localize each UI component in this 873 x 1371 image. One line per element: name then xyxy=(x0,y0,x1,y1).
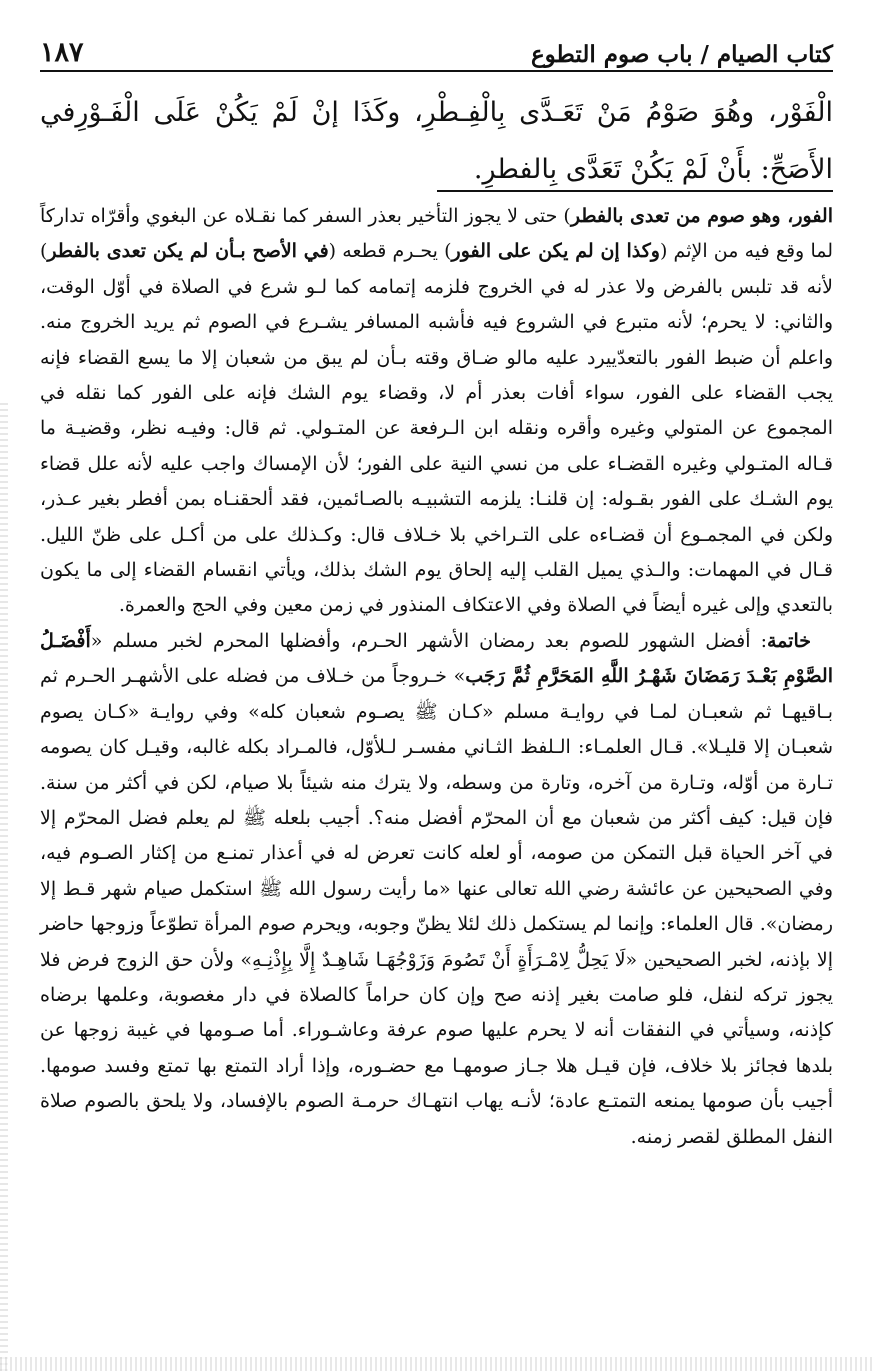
commentary xyxy=(40,199,833,1155)
text-run: ) لأنه قد تلبس بالفرض ولا عذر له في الخروج فلزمه إتمامه كما لـو شرع في الصلاة في أوّل الوقت، والثاني: لا يحرم؛ لأنه متبرع في الشروع فيه فأشبه المسافر يشـرع في الصوم ثم يريد الخروج منه. واعلم أن ضبط الفور بالتعدّييرد عليه مالو ضـاق وقته بـأن لم يبق من شعبان إلا ما يسع القضاء فإنه يجب القضاء على الفور، سواء أفات بعذر أم لا، وقضاء يوم الشك فإنه على الفور كما نقله في المجموع عن المتولي وغيره وأقره ونقله ابن الـرفعة عن المتـولي. ثم قال: وفيـه نظر، وقضيـة ما قـاله المتـولي وغيره القضـاء على من نسي النية على الفور؛ لأن الإمساك واجب عليه لأنه علل قضاء يوم الشـك على الفور بقـوله: إن قلنـا: يلزمه التشبيـه بالصـائمين، فقد ألحقنـاه بمن أفطر بغير عـذر، ولكن في المجمـوع أن قضـاءه على التـراخي بلا خـلاف قال: وكـذلك على من أكـل على ظنّ الليل. قـال في المهمات: والـذي يميل القلب إليه إلحاق يوم الشك بذلك، ويأتي انقسام القضاء إلى ما يكون بالتعدي وإلى غيره أيضاً في الصلاة وفي الاعتكاف المنذور في زمن معين وفي الحج والعمرة. xyxy=(40,240,833,617)
text-run: : أفضل الشهور للصوم بعد رمضان الأشهر الحـرم، وأفضلها المحرم لخبر مسلم « xyxy=(90,629,767,652)
page-bottom-edge xyxy=(0,1357,873,1371)
header-divider xyxy=(40,70,833,72)
bold-run: وكذا إن لم يكن على الفور xyxy=(451,240,660,263)
running-header xyxy=(40,22,833,68)
main-text-divider xyxy=(437,190,833,192)
text-run: ) يحـرم قطعه ( xyxy=(328,240,452,263)
main-text: الْفَوْر، وهُوَ صَوْمُ مَنْ تَعَـدَّى بِالْفِـطْرِ، وكَذَا إنْ لَمْ يَكُنْ عَلَى الْفَـوْرِفي الأَصَحِّ: بأَنْ لَمْ يَكُنْ تَعَدَّى بِالفطرِ. xyxy=(40,97,833,185)
page-number: ١٨٧ xyxy=(40,37,84,68)
bold-run: خاتمة xyxy=(767,629,811,652)
bold-run: أَفْضَـلُ الصَّوْمِ بَعْـدَ رَمَضَانَ شَهْـرُ اللَّهِ المَحَرَّمِ ثُمَّ رَجَب xyxy=(40,629,834,688)
chapter-title: كتاب الصيام / باب صوم التطوع xyxy=(530,41,833,68)
commentary-paragraph xyxy=(40,624,833,1155)
page-spine-shadow xyxy=(0,400,8,1371)
bold-run: في الأصح بـأن لم يكن تعدى بالفطر xyxy=(47,240,329,263)
commentary-paragraph xyxy=(40,199,833,624)
text-run: » خـروجاً من خـلاف من فضله على الأشهـر الحـرم ثم بـاقيهـا ثم شعبـان لمـا في روايـة مسلم «كـان ﷺ يصـوم شعبان كله» وفي روايـة «كـان يصوم شعبـان إلا قليـلا». قـال العلمـاء: الـلفظ الثـاني مفسـر لـلأوّل، فالمـراد بكله غالبه، وقيـل كان يصومه تـارة من أوّله، وتـارة من آخره، وتارة من وسطه، ولا يترك منه شيئاً بلا صيام، لكن في أكثر من سنة. فإن قيل: كيف أكثر من شعبان مع أن المحرّم أفضل منه؟. أجيب بلعله ﷺ لم يعلم فضل المحرّم إلا في آخر الحياة قبل التمكن من صومه، أو لعله كانت تعرض له في أعذار تمنـع من إكثار الصـوم فيه، وفي الصحيحين عن عائشة رضي الله تعالى عنها «ما رأيت رسول الله ﷺ استكمل صيام شهر قـط إلا رمضان». قال العلماء: وإنما لم يستكمل ذلك لئلا يظنّ وجوبه، ويحرم صوم المرأة تطوّعاً وزوجها حاضر إلا بإذنه، لخبر الصحيحين «لَا يَحِلُّ لِامْـرَأَةٍ أَنْ تَصُومَ وَزَوْجُهَـا شَاهِـدٌ إِلَّا بِإِذْنِـهِ» ولأن حق الزوج فرض فلا يجوز تركه لنفل، فلو صامت بغير إذنه صح وإن كان حراماً كالصلاة في دار مغصوبة، وعلمها برضاه كإذنه، وسيأتي في النفقات أنه لا يحرم عليها صوم عرفة وعاشـوراء. أما صـومها في غيبة زوجها عن بلدها فجائز بلا خلاف، فإن قيـل هلا جـاز صومهـا مع حضـوره، وإذا أراد التمتع بها تمتع وفسد صومها. أجيب بأن صومها يمنعه التمتـع عادة؛ لأنـه يهاب انتهـاك حرمـة الصوم بالإفساد، ولا يلحق بالصوم صلاة النفل المطلق لقصر زمنه. xyxy=(40,665,833,1148)
text-run: ) حتى لا يجوز التأخير بعذر السفر كما نقـلاه عن البغوي وأقرّاه تداركاً لما وقع فيه من الإثم ( xyxy=(40,205,834,263)
bold-run: الفور، وهو صوم من تعدى بالفطر xyxy=(570,205,833,227)
